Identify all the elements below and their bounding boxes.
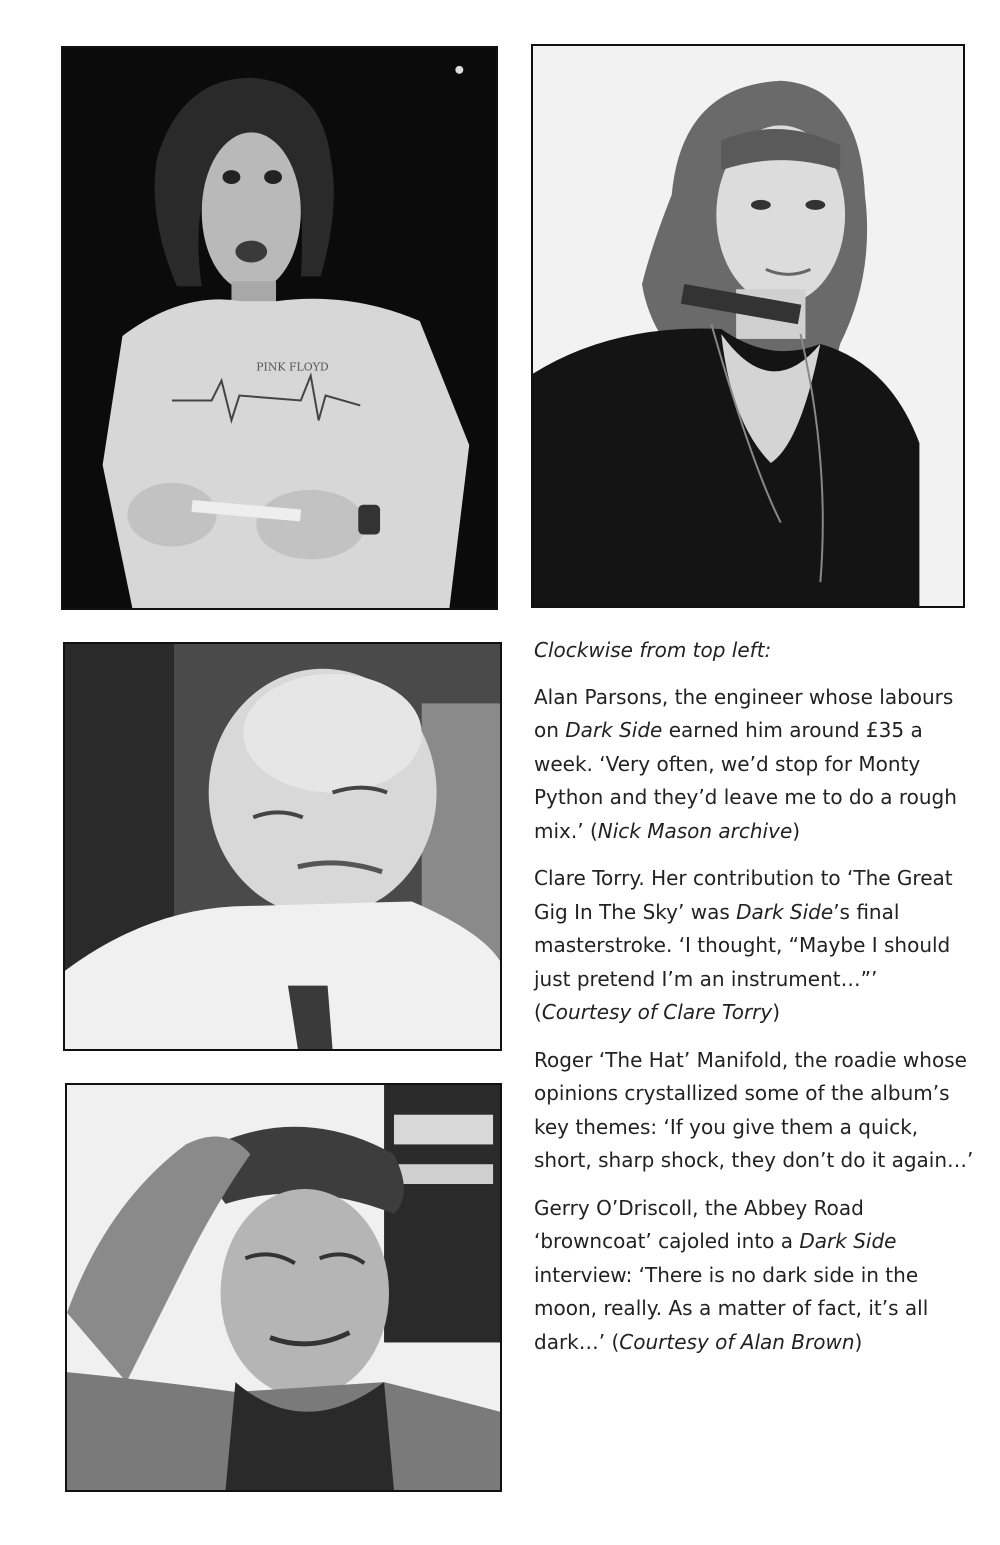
caption-credit: Nick Mason archive — [597, 818, 793, 843]
caption-text: ) — [854, 1329, 863, 1354]
caption-text: Gerry O’Driscoll, the Abbey Road ‘browncoat’ cajoled into a — [534, 1195, 864, 1253]
photo-roger-manifold — [63, 642, 502, 1051]
caption-roger-manifold — [534, 1044, 974, 1178]
photo-gerry-odriscoll — [65, 1083, 502, 1492]
photo-clare-torry-image — [533, 46, 963, 606]
caption-italic: Dark Side — [736, 899, 834, 924]
photo-gerry-odriscoll-image — [67, 1085, 500, 1490]
caption-italic: Dark Side — [565, 718, 663, 742]
caption-text: Alan Parsons, the engineer whose labours on — [534, 684, 954, 742]
caption-italic: Dark Side — [799, 1229, 897, 1253]
svg-text:PINK FLOYD: PINK FLOYD — [256, 360, 329, 374]
caption-text: earned him around £35 a week. ‘Very often, we’d stop for Monty Python and they’d leave me to do a rough mix.’ ( — [534, 718, 957, 843]
caption-clare-torry — [534, 862, 974, 1030]
caption-gerry-odriscoll — [534, 1192, 974, 1360]
photo-clare-torry — [531, 44, 965, 608]
caption-text: Roger ‘The Hat’ Manifold, the roadie whose opinions crystallized some of the album’s key themes: ‘If you give them a quick, short, sharp shock, they don’t do it again…’ — [534, 1047, 974, 1172]
caption-text: ’s final masterstroke. ‘I thought, “Maybe I should just pretend I’m an instrument…”’ ( — [534, 899, 951, 1024]
photo-alan-parsons — [61, 46, 498, 610]
caption-text: interview: ‘There is no dark side in the moon, really. As a matter of fact, it’s all dark…’ ( — [534, 1262, 929, 1354]
caption-text: Clare Torry. Her contribution to ‘The Great Gig In The Sky’ was — [534, 866, 953, 924]
photo-roger-manifold-image — [65, 644, 500, 1049]
caption-credit: Courtesy of Alan Brown — [619, 1329, 855, 1354]
captions-block — [534, 634, 974, 1373]
caption-alan-parsons — [534, 681, 974, 849]
caption-intro: Clockwise from top left: — [534, 638, 772, 662]
caption-text: ) — [792, 818, 801, 843]
caption-text: ) — [772, 1000, 781, 1024]
photo-alan-parsons-image — [63, 48, 496, 608]
caption-credit: Courtesy of Clare Torry — [541, 1000, 773, 1024]
